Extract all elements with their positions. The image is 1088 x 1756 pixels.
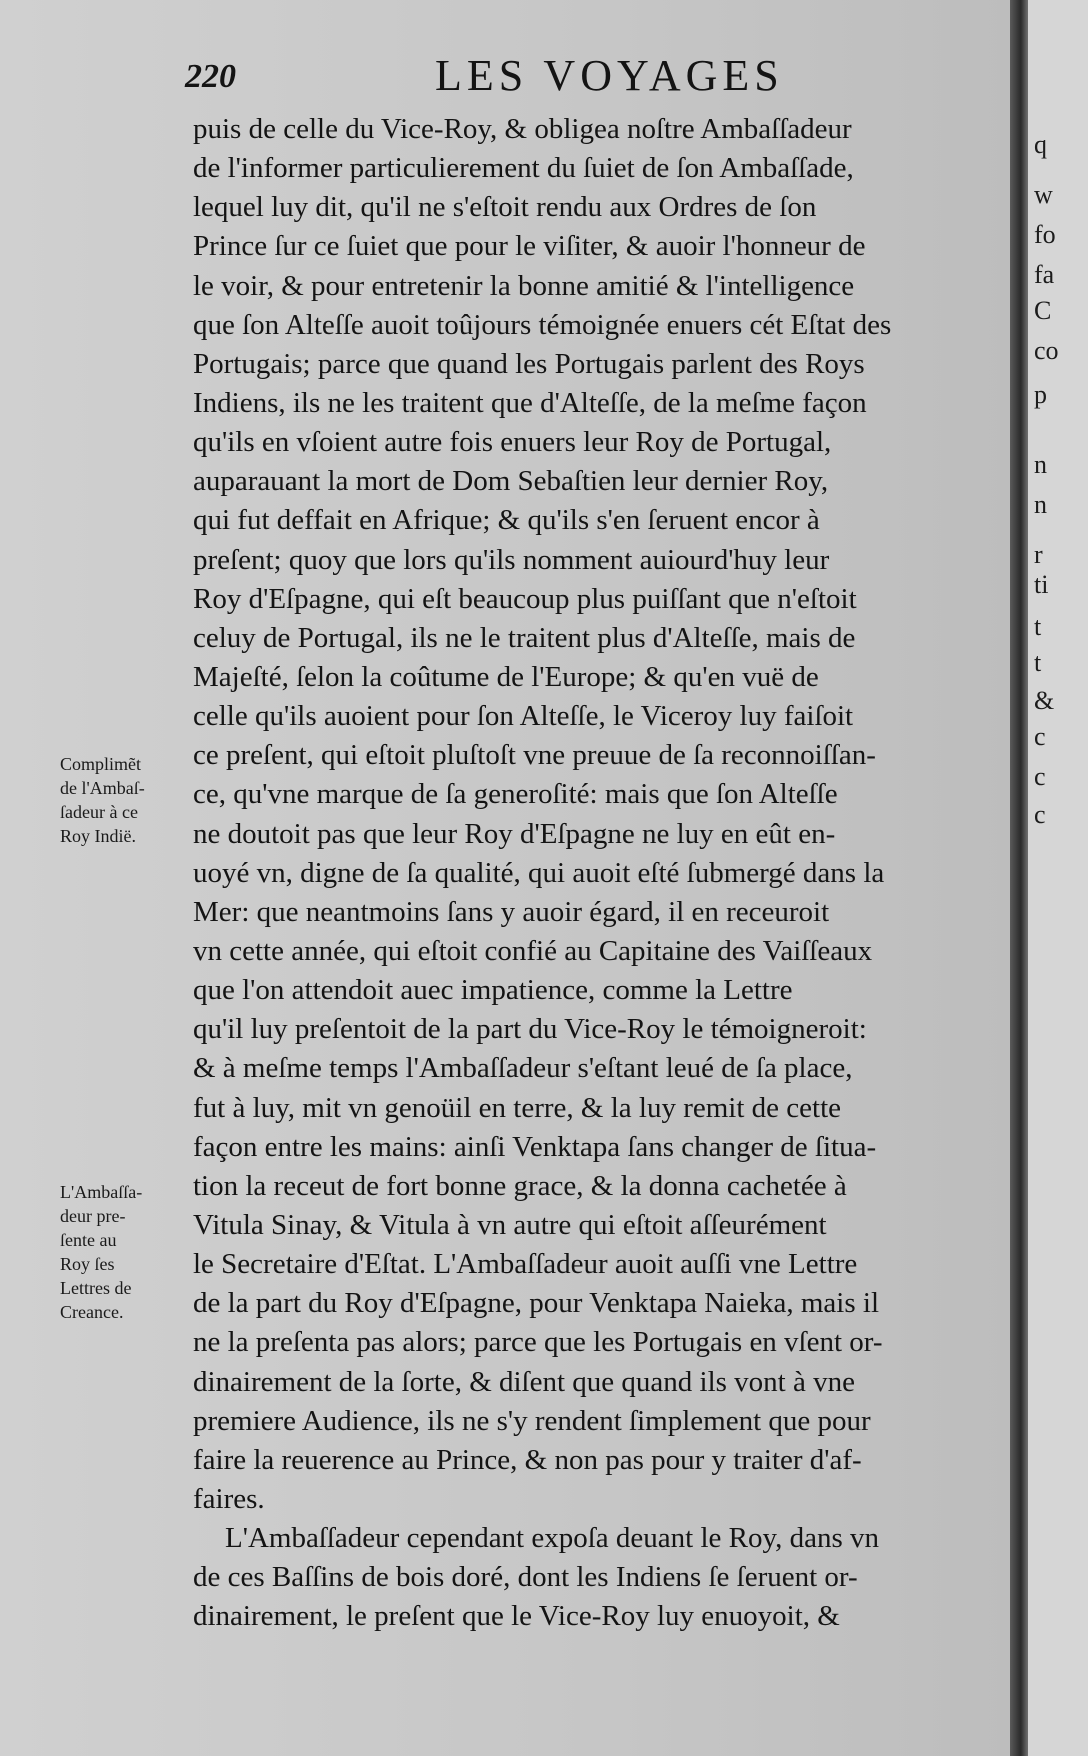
text-line: le Secretaire d'Eſtat. L'Ambaſſadeur auoit auſſi vne Lettre [193,1248,858,1281]
adjacent-page-fragment: w [1034,180,1053,209]
text-line: de ces Baſſins de bois doré, dont les Indiens ſe ſeruent or- [193,1561,858,1594]
text-line: de la part du Roy d'Eſpagne, pour Venktapa Naieka, mais il [193,1287,880,1320]
running-title: LES VOYAGES [435,51,784,100]
text-line: uoyé vn, digne de ſa qualité, qui auoit eſté ſubmergé dans la [193,856,885,889]
text-line: dinairement, le preſent que le Vice-Roy luy enuoyoit, & [193,1600,840,1633]
text-line: que l'on attendoit auec impatience, comme la Lettre [193,974,793,1007]
text-line: auparauant la mort de Dom Sebaſtien leur dernier Roy, [193,465,829,498]
margin-note-line: Roy ſes [60,1254,115,1274]
text-line: façon entre les mains: ainſi Venktapa ſans changer de ſitua- [193,1130,877,1163]
margin-note-compliment [60,752,195,848]
adjacent-page-fragment: c [1034,800,1046,829]
text-line: Vitula Sinay, & Vitula à vn autre qui eſtoit aſſeurément [193,1208,827,1241]
text-line: Mer: que neantmoins ſans y auoir égard, il en receuroit [193,895,830,928]
text-line: qu'il luy preſentoit de la part du Vice-Roy le témoigneroit: [193,1013,867,1046]
text-line: dinairement de la ſorte, & diſent que quand ils vont à vne [193,1365,855,1398]
adjacent-page-fragment: co [1034,336,1059,365]
text-line: celuy de Portugal, ils ne le traitent plus d'Alteſſe, mais de [193,621,856,654]
margin-note-line: Creance. [60,1302,124,1322]
adjacent-page-fragment: q [1034,130,1047,159]
page-number: 220 [185,58,236,95]
adjacent-page-fragment: fo [1034,220,1056,249]
adjacent-page-fragment: fa [1034,260,1055,289]
margin-note-line: Lettres de [60,1278,132,1298]
adjacent-page-fragment: n [1034,450,1047,479]
text-line: que ſon Alteſſe auoit toûjours témoignée enuers cét Eſtat des [193,308,892,341]
text-line: Indiens, ils ne les traitent que d'Alteſſe, de la meſme façon [193,386,867,419]
adjacent-page-fragment: C [1034,296,1052,325]
adjacent-page-fragment: n [1034,490,1047,519]
text-line: celle qu'ils auoient pour ſon Alteſſe, le Viceroy luy faiſoit [193,700,854,733]
margin-note-letters [60,1180,195,1324]
text-line: preſent; quoy que lors qu'ils nomment auiourd'huy leur [193,543,830,576]
text-line: Roy d'Eſpagne, qui eſt beaucoup plus puiſſant que n'eſtoit [193,582,857,615]
adjacent-page-fragment: t [1034,612,1042,641]
text-line: Majeſté, ſelon la coûtume de l'Europe; & qu'en vuë de [193,660,819,693]
margin-note-line: ſente au [60,1230,117,1250]
body-text [193,110,1010,1636]
text-line: ne doutoit pas que leur Roy d'Eſpagne ne luy en eût en- [193,817,836,850]
text-line: ne la preſenta pas alors; parce que les Portugais en vſent or- [193,1326,883,1359]
adjacent-page-fragment: ti [1034,570,1049,599]
text-line: puis de celle du Vice-Roy, & obligea noſtre Ambaſſadeur [193,113,852,145]
margin-note-line: deur pre- [60,1206,126,1226]
text-line: qui fut deffait en Afrique; & qu'ils s'en ſeruent encor à [193,504,820,537]
text-line: ce, qu'vne marque de ſa generoſité: mais que ſon Alteſſe [193,778,838,811]
adjacent-page-fragment: c [1034,722,1046,751]
margin-note-line: ſadeur à ce [60,802,138,822]
adjacent-page-edge [1028,0,1088,1756]
text-line: Prince ſur ce ſuiet que pour le viſiter, & auoir l'honneur de [193,230,866,263]
adjacent-page-fragment: t [1034,648,1042,677]
text-line: L'Ambaſſadeur cependant expoſa deuant le Roy, dans vn [225,1522,880,1555]
text-line: faire la reuerence au Prince, & non pas pour y traiter d'af- [193,1443,862,1476]
page-header [185,50,1005,110]
margin-note-line: Complimẽt [60,754,141,774]
text-line: premiere Audience, ils ne s'y rendent ſimplement que pour [193,1404,871,1437]
text-line: fut à luy, mit vn genoüil en terre, & la luy remit de cette [193,1091,841,1124]
text-line: ce preſent, qui eſtoit pluſtoſt vne preuue de ſa reconnoiſſan- [193,739,876,772]
text-line: lequel luy dit, qu'il ne s'eſtoit rendu aux Ordres de ſon [193,191,817,224]
adjacent-page-fragment: p [1034,380,1047,409]
text-line: Portugais; parce que quand les Portugais parlent des Roys [193,347,865,380]
text-line: le voir, & pour entretenir la bonne amitié & l'intelligence [193,269,855,302]
text-line: qu'ils en vſoient autre fois enuers leur Roy de Portugal, [193,426,832,459]
text-line: tion la receut de fort bonne grace, & la donna cachetée à [193,1169,847,1202]
margin-note-line: L'Ambaſſa- [60,1182,143,1202]
text-line: faires. [193,1482,265,1515]
margin-note-line: de l'Ambaſ- [60,778,145,798]
text-line: vn cette année, qui eſtoit confié au Capitaine des Vaiſſeaux [193,934,873,967]
adjacent-page-fragment: r [1034,540,1043,569]
book-gutter [1010,0,1028,1756]
text-line: & à meſme temps l'Ambaſſadeur s'eſtant leué de ſa place, [193,1052,853,1085]
adjacent-page-fragment: & [1034,686,1055,715]
adjacent-page-fragment: c [1034,762,1046,791]
margin-note-line: Roy Indië. [60,826,136,846]
text-line: de l'informer particulierement du ſuiet de ſon Ambaſſade, [193,152,854,185]
